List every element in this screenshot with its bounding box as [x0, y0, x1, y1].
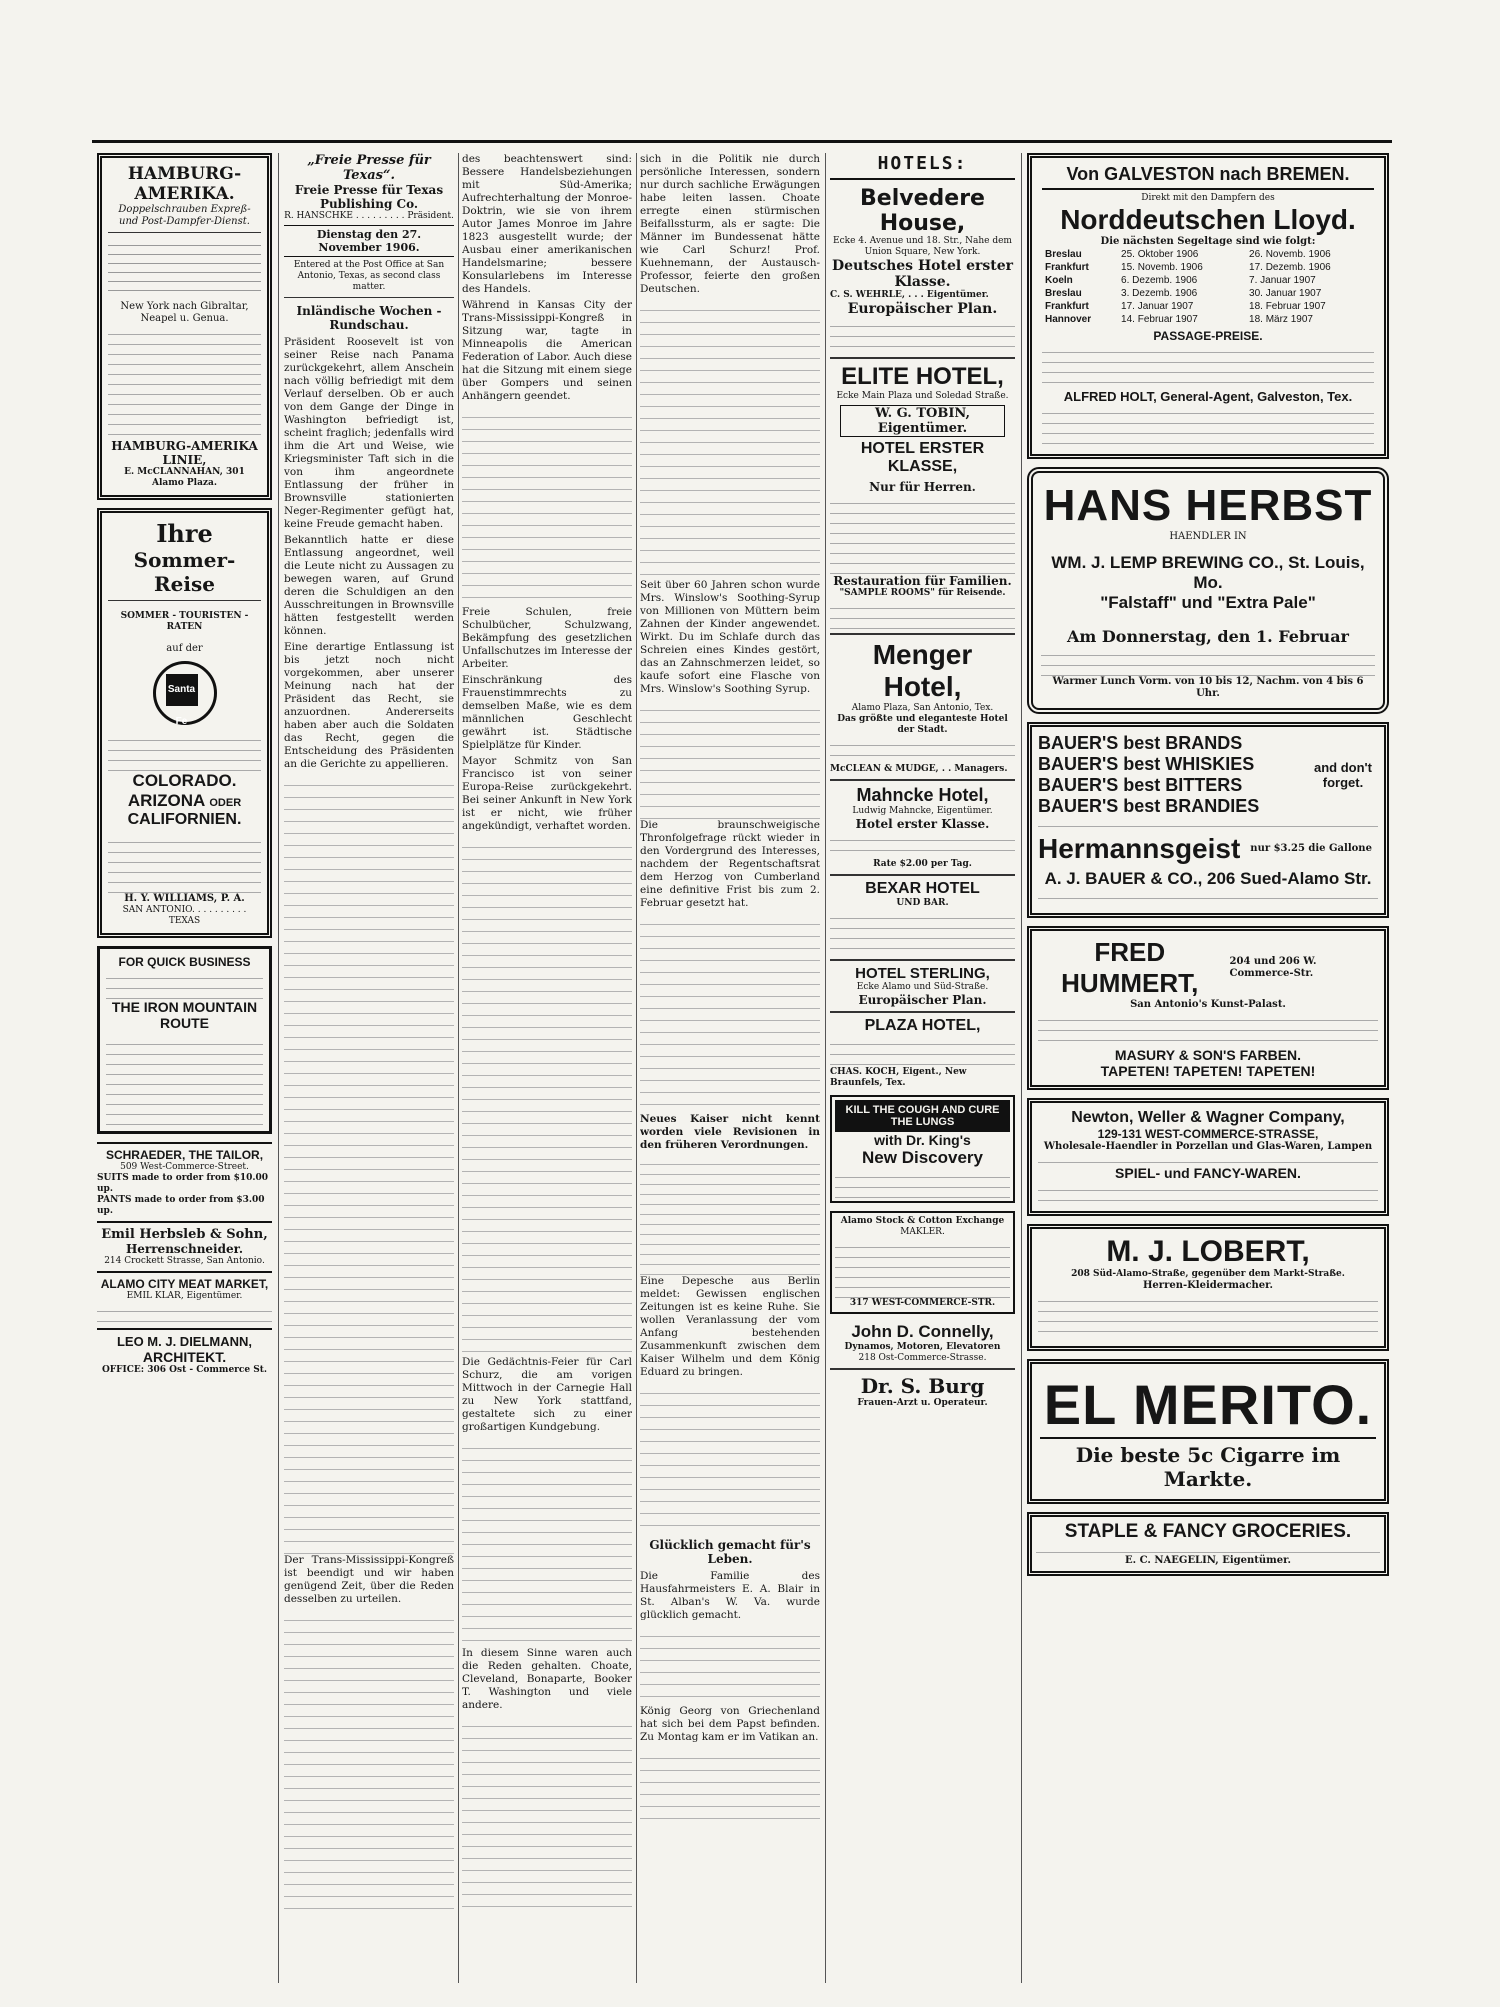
- newspaper-page: [92, 140, 1392, 1983]
- sailing-row: Hannover 14. Februar 1907 18. März 1907: [1045, 314, 1313, 325]
- newton-weller-ad: Newton, Weller & Wagner Company, 129-131 WEST-COMMERCE-STRASSE, Wholesale-Haendler in Porzellan und Glas-Waren, Lampen SPIEL- und FANCY-WAREN.: [1027, 1098, 1389, 1216]
- article-paragraph: Bekanntlich hatte er diese Entlassung angeordnet, weil die Leute nicht zu Aussagen zu bewegen waren, auf Grund deren die Schuldigen an den Ausschreitungen in Brownsville hätten festgestellt werden können.: [284, 534, 454, 637]
- column-hotels: HOTELS: Belvedere House, Ecke 4. Avenue und 18. Str., Nahe dem Union Square, New York. Deutsches Hotel erster Klasse. C. S. WEHRLE, . . . Eigentümer. Europäischer Plan. ELITE HOTEL, Ecke Main Plaza und Soledad Straße. W. G. TOBIN, Eigentümer. HOTEL ERSTER KLASSE, Nur für Herren. Restauration für Familien. "SAMPLE ROOMS" für Reisende. Menger Hotel, Alamo Plaza, San Antonio, Tex. Das größte und eleganteste Hotel der Stadt. McCLEAN & MUDGE, . . Managers. Mahncke Hotel, Ludwig Mahncke, Eigentümer. Hotel erster Klasse. Rate $2.00 per Tag. BEXAR HOTEL UND BAR. HOTEL STERLING, Ecke Alamo und Süd-Straße. Europäischer Plan. PLAZA HOTEL, CHAS. KOCH, Eigent., New Braunfels, Tex. KILL THE COUGH AND CURE THE LUNGS with Dr. King's New Discovery Alamo Stock & Cotton Exchange MAKLER. 317 WEST-COMMERCE-STR. John D. Connelly, Dynamos, Motoren, Elevatoren 218 Ost-Commerce-Strasse. Dr. S. Burg Frauen-Arzt u. Operateur.: [830, 153, 1013, 1408]
- el-merito-ad: EL MERITO. Die beste 5c Cigarre im Markte.: [1027, 1359, 1389, 1504]
- connelly-ad: John D. Connelly,: [851, 1322, 994, 1341]
- article-paragraph: Die braunschweigische Thronfolgefrage rückt wieder in den Vordergrund des Interesses, nachdem der Regentschaftsrat dem Herzog von Cumberland eine definitive Frist bis zum 2. Februar gesetzt hat.: [640, 819, 820, 909]
- article-paragraph: Freie Schulen, freie Schulbücher, Schulzwang, Bekämpfung des gesetzlichen Unfallschutzes im Interesse der Arbeiter.: [462, 606, 632, 670]
- reise-title1: Ihre: [156, 519, 213, 548]
- column-ads-left: [97, 153, 272, 1983]
- summer-travel-ad: Ihre Sommer-Reise SOMMER - TOURISTEN - RATEN auf der Santa Fe COLORADO. ARIZONA ODER CALIFORNIEN. H. Y. WILLIAMS, P. A. SAN ANTONIO. . . . . . . . . . TEXAS: [97, 508, 272, 938]
- williams: H. Y. WILLIAMS, P. A.: [124, 893, 245, 904]
- column-news-2: [640, 153, 820, 1983]
- plaza-hotel: PLAZA HOTEL,: [864, 1017, 981, 1034]
- iron-mountain-ad: [97, 946, 272, 1134]
- hummert-ad: FRED HUMMERT, 204 und 206 W. Commerce-Str. San Antonio's Kunst-Palast. MASURY & SON'S FARBEN. TAPETEN! TAPETEN! TAPETEN!: [1027, 926, 1389, 1090]
- hans-herbst-ad: HANS HERBST HAENDLER IN WM. J. LEMP BREWING CO., St. Louis, Mo. "Falstaff" und "Extra Pale" Am Donnerstag, den 1. Februar Warmer Lunch Vorm. von 10 bis 12, Nachm. von 4 bis 6 Uhr.: [1027, 467, 1389, 714]
- entered-notice: Entered at the Post Office at San Antonio, Texas, as second class matter.: [293, 260, 445, 292]
- article-paragraph: Einschränkung des Frauenstimmrechts zu demselben Maße, wie es dem männlichen Geschlecht gewährt ist. Städtische Spielplätze für Kinder.: [462, 674, 632, 751]
- bexar-hotel: BEXAR HOTEL: [865, 880, 980, 897]
- iron-head: FOR QUICK BUSINESS: [118, 955, 251, 969]
- staple-groceries-ad: STAPLE & FANCY GROCERIES. E. C. NAEGELIN, Eigentümer.: [1027, 1512, 1389, 1576]
- hamburg-schedule: [108, 237, 261, 297]
- reise-title2: Sommer-Reise: [133, 548, 236, 596]
- column-ads-right: [1027, 153, 1389, 1983]
- section-title: Inländische Wochen - Rundschau.: [296, 304, 442, 332]
- california: CALIFORNIEN.: [127, 811, 242, 828]
- hamburg-amerika-ad: [97, 153, 272, 500]
- santa-fe-logo: Santa Fe: [153, 661, 217, 725]
- masthead-owner: R. HANSCHKE . . . . . . . . . Präsident.: [284, 211, 454, 221]
- dr-king-ad: KILL THE COUGH AND CURE THE LUNGS with Dr. King's New Discovery: [830, 1095, 1015, 1203]
- article-paragraph: Der Trans-Mississippi-Kongreß ist beendigt und wir haben genügend Zeit, über die Reden desselben zu urteilen.: [284, 1554, 454, 1605]
- meat-market-ad: ALAMO CITY MEAT MARKET, EMIL KLAR, Eigentümer.: [97, 1271, 272, 1324]
- herbsleb-ad: Emil Herbsleb & Sohn, Herrenschneider. 214 Crockett Strasse, San Antonio.: [97, 1221, 272, 1267]
- menger-hotel: Menger Hotel,: [872, 639, 973, 702]
- reise-tour: SOMMER - TOURISTEN - RATEN: [120, 611, 249, 632]
- hamburg-title: HAMBURG-AMERIKA.: [127, 164, 242, 204]
- article-paragraph: Während in Kansas City der Trans-Mississippi-Kongreß in Sitzung war, tagte in Minneapolis die American Federation of Labor. Auch diese hat die Sitzung mit einem siege über Gompers und seinen Anhängern geendet.: [462, 299, 632, 402]
- alamo-stock-ad: Alamo Stock & Cotton Exchange MAKLER. 317 WEST-COMMERCE-STR.: [830, 1211, 1015, 1314]
- belvedere: Belvedere House,: [860, 186, 985, 236]
- article-paragraph: Die Familie des Hausfahrmeisters E. A. Blair in St. Alban's W. Va. wurde glücklich gemacht.: [640, 1570, 820, 1621]
- article-paragraph: In diesem Sinne waren auch die Reden gehalten. Choate, Cleveland, Bonaparte, Booker T. Washington und viele andere.: [462, 1647, 632, 1711]
- article-paragraph: Eine derartige Entlassung ist bis jetzt noch nicht vorgekommen, aber unserer Meinung nach hat der Präsident das Recht, sie anzuordnen. Andererseits haben aber auch die Soldaten das Recht, gegen die Entscheidung des Präsidenten an die Gerichte zu appellieren.: [284, 641, 454, 770]
- sailing-row: Frankfurt 17. Januar 1907 18. Februar 1907: [1045, 301, 1326, 312]
- lloyd-title: Norddeutschen Lloyd.: [1060, 204, 1356, 235]
- sailing-row: Breslau 25. Oktober 1906 26. Novemb. 1906: [1045, 249, 1331, 260]
- hotel-sterling: HOTEL STERLING,: [855, 965, 990, 982]
- column-news: [462, 153, 632, 1983]
- masthead-quote: „Freie Presse für Texas“.: [307, 153, 431, 183]
- hotels-title: HOTELS:: [830, 153, 1015, 180]
- article-paragraph: Mayor Schmitz von San Francisco ist von seiner Europa-Reise zurückgekehrt. Bei seiner Ankunft in New York ist er nicht, wie früher angekündigt, verhaftet worden.: [462, 755, 632, 832]
- iron-title1: THE IRON MOUNTAIN: [111, 999, 258, 1015]
- sailing-row: Koeln 6. Dezemb. 1906 7. Januar 1907: [1045, 275, 1316, 286]
- article-paragraph: Die Gedächtnis-Feier für Carl Schurz, die am vorigen Mittwoch in der Carnegie Hall zu New York stattfand, gestaltete sich zu einer großartigen Kundgebung.: [462, 1356, 632, 1433]
- hamburg-sub: Doppelschrauben Expreß- und Post-Dampfer-Dienst.: [118, 204, 251, 227]
- masthead-pub: Freie Presse für Texas Publishing Co.: [294, 183, 444, 211]
- issue-date: Dienstag den 27. November 1906.: [284, 225, 454, 257]
- article-paragraph: Eine Depesche aus Berlin meldet: Gewissen englischen Zeitungen ist es keine Ruhe. Sie wollen Veranlassung der vom Anfang bestehenden Zusammenkunft zwischen dem Kaiser Wilhelm und dem König Eduard zu bringen.: [640, 1275, 820, 1378]
- williams-city: SAN ANTONIO. . . . . . . . . . TEXAS: [122, 905, 247, 926]
- article-paragraph: sich in die Politik nie durch persönliche Interessen, sondern nur durch sachliche Erwägungen habe leiten lassen. Choate erregte einen stürmischen Beifallssturm, als er sagte: Die Männer im Bundessenat hätte wie Carl Schurz! Prof. Kuehnemann, der Austausch-Professor, feierte den großen Deutschen.: [640, 153, 820, 295]
- hamburg-text: [108, 325, 261, 435]
- column-editorial: [284, 153, 454, 1983]
- hamburg-line: HAMBURG-AMERIKA LINIE,: [111, 439, 258, 467]
- article-paragraph: Neues Kaiser nicht kennt worden viele Revisionen in den früheren Verordnungen.: [640, 1113, 820, 1151]
- dielmann-ad: LEO M. J. DIELMANN, ARCHITEKT. OFFICE: 306 Ost - Commerce St.: [97, 1328, 272, 1376]
- sailing-table: [1042, 248, 1374, 326]
- article-paragraph: König Georg von Griechenland hat sich bei dem Papst befinden. Zu Montag kam er im Vatikan an.: [640, 1705, 820, 1743]
- iron-title2: ROUTE: [160, 1015, 209, 1031]
- article-paragraph: des beachtenswert sind: Bessere Handelsbeziehungen mit Süd-Amerika; Aufrechterhaltung der Monroe-Doktrin, wie sie von ihrem Autor James Monroe im Jahre 1823 ausgestellt wurde; der Ausbau einer amerikanischen Handelsmarine; bessere Konsularlebens im Interesse des Handels.: [462, 153, 632, 295]
- colorado: COLORADO.: [132, 771, 237, 790]
- mahncke-hotel: Mahncke Hotel,: [856, 785, 989, 805]
- bauer-ad: BAUER'S best BRANDS BAUER'S best WHISKIES BAUER'S best BITTERS BAUER'S best BRANDIES and don't forget. Hermannsgeist nur $3.25 die Gallone A. J. BAUER & CO., 206 Sued-Alamo Str.: [1027, 722, 1389, 918]
- reise-auf: auf der: [166, 643, 203, 654]
- elite-hotel: ELITE HOTEL,: [841, 363, 1004, 390]
- section-heading: Glücklich gemacht für's Leben.: [649, 1538, 811, 1566]
- hamburg-agent: E. McCLANNAHAN, 301 Alamo Plaza.: [124, 467, 245, 488]
- article-paragraph: Präsident Roosevelt ist von seiner Reise nach Panama zurückgekehrt, allem Anschein nach völlig befriedigt mit dem Verlauf derselben. Ob er auch von dem Gange der Dinge in Washington befriedigt ist, scheint fraglich; jedenfalls wird ihm die Art und Weise, wie Kriegsminister Taft sich in die von ihm angeordnete Entlassung der früher in Brownsville stationierten Neger-Regimenter gefügt hat, keine Freude gemacht haben.: [284, 336, 454, 530]
- article-paragraph: Seit über 60 Jahren schon wurde Mrs. Winslow's Soothing-Syrup von Millionen von Müttern beim Zahnen der Kinder angewendet. Wirkt. Du im Schlafe durch das Schreien eines Kindes gestört, das an Zahnschmerzen leidet, so kaufe sofort eine Flasche von Mrs. Winslow's Soothing Syrup.: [640, 579, 820, 695]
- lloyd-ad: Von GALVESTON nach BREMEN. Direkt mit den Dampfern des Norddeutschen Lloyd. Die nächsten Segeltage sind wie folgt: Breslau 25. Oktober 1906 26. Novemb. 1906 Frankfurt 15. Novemb. 1906 17. Dezemb. 1906 Koeln 6. Dezemb. 1906 7. Januar 1907 Breslau 3. Dezemb. 1906 30. Januar 1907 Frankfurt 17. Januar 1907 18. Februar 1907 Hannover 14. Februar 1907 18. März 1907 PASSAGE-PREISE. ALFRED HOLT, General-Agent, Galveston, Tex.: [1027, 153, 1389, 459]
- lobert-ad: M. J. LOBERT, 208 Süd-Alamo-Straße, gegenüber dem Markt-Straße. Herren-Kleidermacher.: [1027, 1224, 1389, 1351]
- dr-burg-ad: Dr. S. Burg: [860, 1374, 985, 1398]
- hamburg-route: New York nach Gibraltar, Neapel u. Genua.: [120, 301, 249, 324]
- arizona: ARIZONA: [127, 791, 205, 810]
- sailing-row: Frankfurt 15. Novemb. 1906 17. Dezemb. 1906: [1045, 262, 1331, 273]
- schraeder-ad: SCHRAEDER, THE TAILOR, 509 West-Commerce-Street. SUITS made to order from $10.00 up. PANTS made to order from $3.00 up.: [97, 1142, 272, 1217]
- sailing-row: Breslau 3. Dezemb. 1906 30. Januar 1907: [1045, 288, 1322, 299]
